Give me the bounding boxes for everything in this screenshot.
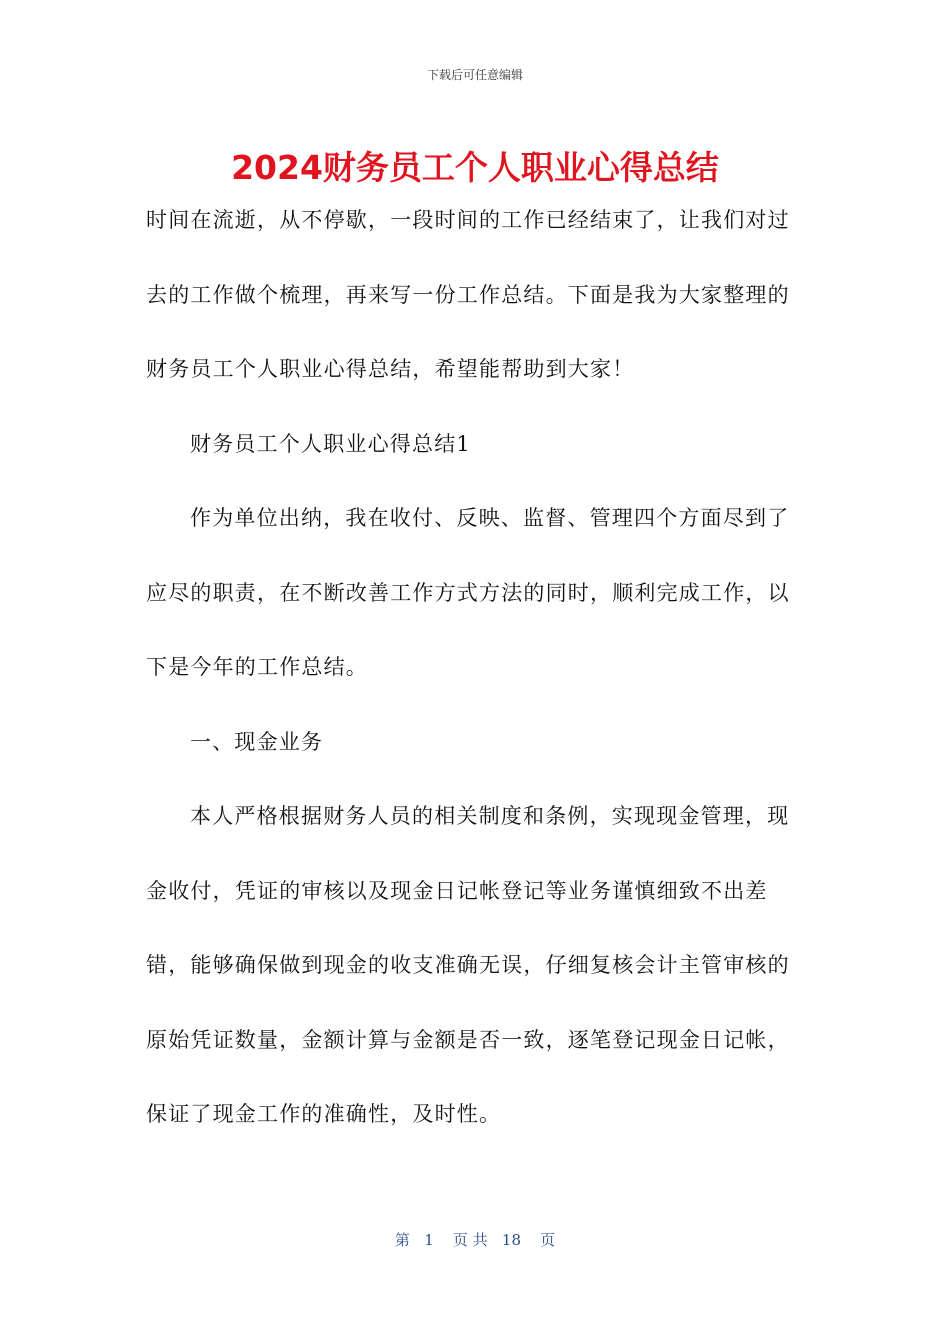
paragraph-cash-business: 本人严格根据财务人员的相关制度和条例，实现现金管理，现金收付，凭证的审核以及现金日记帐登记等业务谨慎细致不出差错，能够确保做到现金的收支准确无误，仔细复核会计主管审核的原始凭证数量，金额计算与金额是否一致，逐笔登记现金日记帐，保证了现金工作的准确性，及时性。 — [146, 804, 790, 1126]
footer-suffix: 页 — [540, 1231, 556, 1249]
document-body — [146, 183, 806, 1152]
footer-middle: 页 共 — [452, 1231, 488, 1249]
document-title: 2024财务员工个人职业心得总结 — [231, 148, 719, 187]
footer-total-pages: 18 — [501, 1231, 522, 1249]
paragraph-section-heading: 财务员工个人职业心得总结1 — [190, 431, 471, 456]
footer-prefix: 第 — [394, 1231, 410, 1249]
header-note: 下载后可任意编辑 — [426, 68, 523, 82]
paragraph-subheading-cash: 一、现金业务 — [190, 729, 324, 754]
paragraph-intro: 时间在流逝，从不停歇，一段时间的工作已经结束了，让我们对过去的工作做个梳理，再来写一份工作总结。下面是我为大家整理的财务员工个人职业心得总结，希望能帮助到大家！ — [146, 208, 790, 381]
footer-current-page: 1 — [424, 1231, 434, 1249]
paragraph-summary-lead: 作为单位出纳，我在收付、反映、监督、管理四个方面尽到了应尽的职责，在不断改善工作方式方法的同时，顺利完成工作，以下是今年的工作总结。 — [146, 506, 790, 679]
page-footer — [0, 1229, 950, 1250]
